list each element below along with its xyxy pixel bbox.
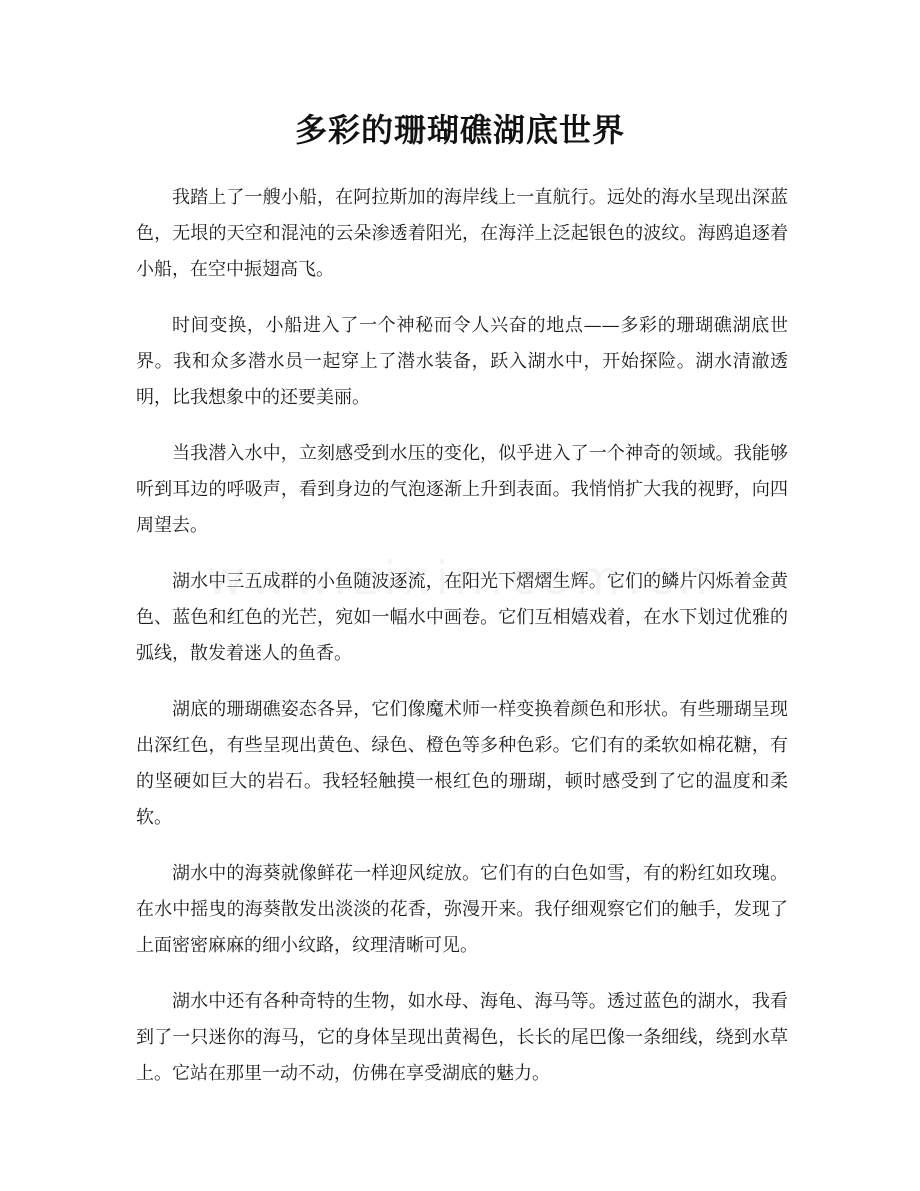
paragraph: 湖底的珊瑚礁姿态各异，它们像魔术师一样变换着颜色和形状。有些珊瑚呈现出深红色，有些呈现出黄色、绿色、橙色等多种色彩。它们有的柔软如棉花糖，有的坚硬如巨大的岩石。我轻轻触摸一根红色的珊瑚，顿时感受到了它的温度和柔软。 xyxy=(136,699,788,828)
paragraph: 湖水中三五成群的小鱼随波逐流，在阳光下熠熠生辉。它们的鳞片闪烁着金黄色、蓝色和红色的光芒，宛如一幅水中画卷。它们互相嬉戏着，在水下划过优雅的弧线，散发着迷人的鱼香。 xyxy=(136,571,788,664)
document-body xyxy=(136,180,788,1112)
paragraph: 湖水中的海葵就像鲜花一样迎风绽放。它们有的白色如雪，有的粉红如玫瑰。在水中摇曳的海葵散发出淡淡的花香，弥漫开来。我仔细观察它们的触手，发现了上面密密麻麻的细小纹路，纹理清晰可见。 xyxy=(136,863,788,956)
document-title: 多彩的珊瑚礁湖底世界 xyxy=(294,111,625,149)
paragraph: 时间变换，小船进入了一个神秘而令人兴奋的地点——多彩的珊瑚礁湖底世界。我和众多潜水员一起穿上了潜水装备，跃入湖水中，开始探险。湖水清澈透明，比我想象中的还要美丽。 xyxy=(136,315,788,408)
paragraph: 我踏上了一艘小船，在阿拉斯加的海岸线上一直航行。远处的海水呈现出深蓝色，无垠的天空和混沌的云朵渗透着阳光，在海洋上泛起银色的波纹。海鸥追逐着小船，在空中振翅高飞。 xyxy=(136,187,788,280)
paragraph: 当我潜入水中，立刻感受到水压的变化，似乎进入了一个神奇的领域。我能够听到耳边的呼吸声，看到身边的气泡逐渐上升到表面。我悄悄扩大我的视野，向四周望去。 xyxy=(136,443,788,536)
paragraph: 湖水中还有各种奇特的生物，如水母、海龟、海马等。透过蓝色的湖水，我看到了一只迷你的海马，它的身体呈现出黄褐色，长长的尾巴像一条细线，绕到水草上。它站在那里一动不动，仿佛在享受湖底的魅力。 xyxy=(136,991,788,1084)
